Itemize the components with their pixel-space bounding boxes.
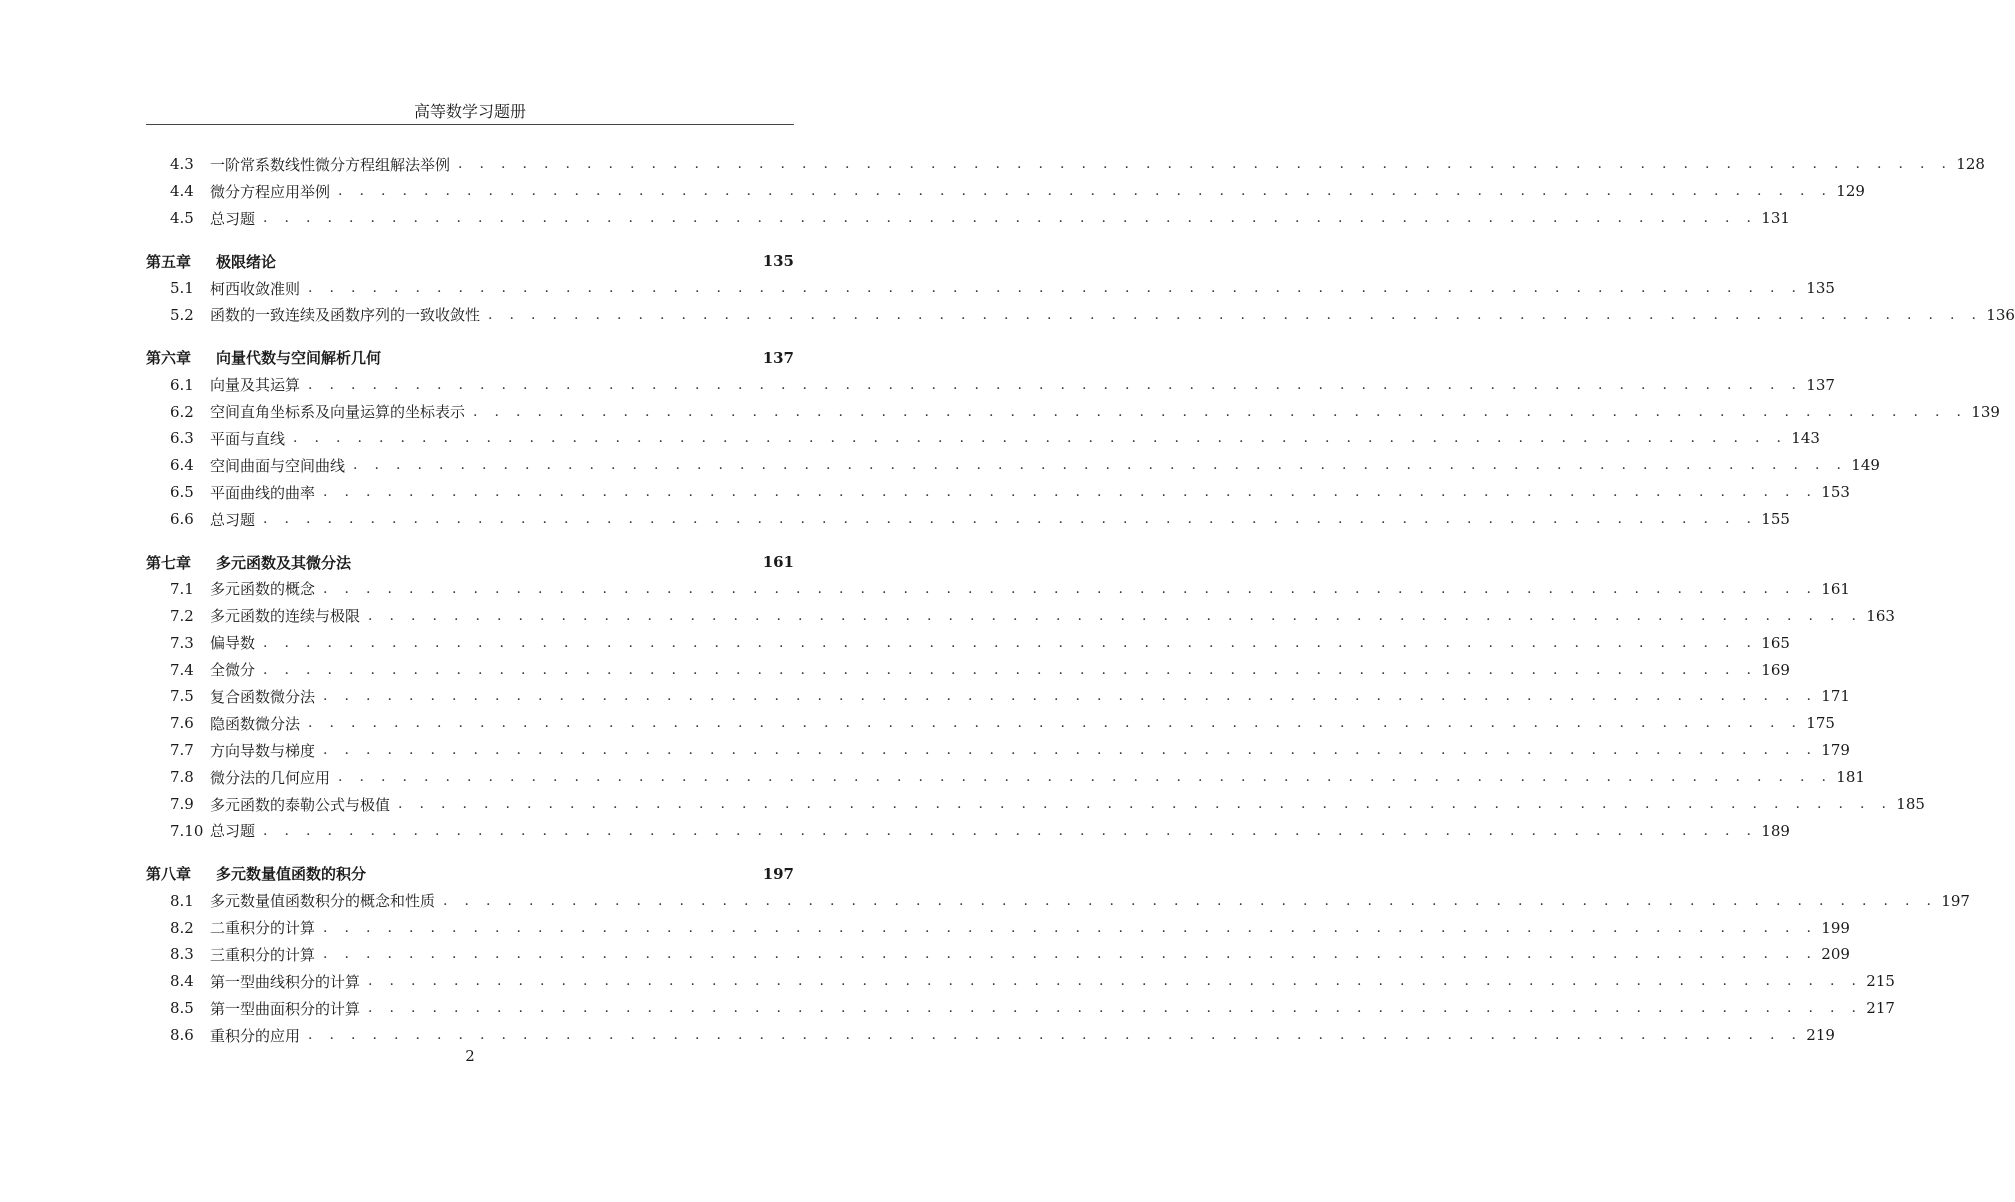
section-number: 6.1 <box>170 375 194 394</box>
section-page-number: 161 <box>1821 579 1850 598</box>
section-number: 8.4 <box>170 972 194 991</box>
section-number: 7.4 <box>170 660 194 679</box>
section-page-number: 181 <box>1836 768 1865 787</box>
section-number: 7.5 <box>170 687 194 706</box>
dot-leader: . . . . . . . . . . . . . . . . . . . . . . . . . . . . . . . . . . . . . . . . . . . . . . . . . . . . . . . . . . . . . . . . . . . . . . <box>368 1000 1863 1017</box>
toc-section-entry[interactable] <box>146 968 1895 995</box>
section-title: 函数的一致连续及函数序列的一致收敛性 <box>210 306 481 325</box>
section-page-number: 169 <box>1761 660 1790 679</box>
dot-leader: . . . . . . . . . . . . . . . . . . . . . . . . . . . . . . . . . . . . . . . . . . . . . . . . . . . . . . . . . . . . . . . . . . . . . . <box>323 688 1818 705</box>
section-number: 8.1 <box>170 891 194 910</box>
toc-section-entry[interactable] <box>146 737 1850 764</box>
section-number: 5.2 <box>170 305 194 324</box>
chapter-number: 第七章 <box>146 553 192 572</box>
section-page-number: 217 <box>1866 999 1895 1018</box>
section-number: 8.2 <box>170 918 194 937</box>
dot-leader: . . . . . . . . . . . . . . . . . . . . . . . . . . . . . . . . . . . . . . . . . . . . . . . . . . . . . . . . . . . . . . . . . . . . . . <box>368 607 1863 624</box>
section-title: 重积分的应用 <box>210 1026 301 1045</box>
toc-section-entry[interactable] <box>146 575 1850 602</box>
section-page-number: 129 <box>1836 182 1865 201</box>
section-title: 隐函数微分法 <box>210 714 301 733</box>
section-number: 4.4 <box>170 182 194 201</box>
section-title: 全微分 <box>210 661 256 680</box>
section-title: 三重积分的计算 <box>210 945 316 964</box>
chapter-number: 第八章 <box>146 865 192 884</box>
toc-section-entry[interactable] <box>146 629 1790 656</box>
dot-leader: . . . . . . . . . . . . . . . . . . . . . . . . . . . . . . . . . . . . . . . . . . . . . . . . . . . . . . . . . . . . . . . . . . . . . . <box>263 661 1758 678</box>
section-title: 方向导数与梯度 <box>210 741 316 760</box>
toc-section-entry[interactable] <box>146 764 1865 791</box>
section-page-number: 171 <box>1821 687 1850 706</box>
section-page-number: 155 <box>1761 510 1790 529</box>
dot-leader: . . . . . . . . . . . . . . . . . . . . . . . . . . . . . . . . . . . . . . . . . . . . . . . . . . . . . . . . . . . . . . . . . . . . . . <box>308 280 1803 296</box>
section-page-number: 128 <box>1956 155 1985 174</box>
chapter-title: 多元数量值函数的积分 <box>216 865 367 884</box>
section-page-number: 135 <box>1806 279 1835 297</box>
section-number: 7.8 <box>170 768 194 787</box>
toc-chapter-heading[interactable] <box>146 248 794 275</box>
section-number: 6.3 <box>170 429 194 448</box>
dot-leader: . . . . . . . . . . . . . . . . . . . . . . . . . . . . . . . . . . . . . . . . . . . . . . . . . . . . . . . . . . . . . . . . . . . . . . <box>308 376 1803 393</box>
section-number: 7.10 <box>170 821 204 840</box>
section-title: 第一型曲面积分的计算 <box>210 999 361 1018</box>
toc-section-entry[interactable] <box>146 452 1880 479</box>
section-page-number: 185 <box>1896 795 1925 814</box>
section-page-number: 131 <box>1761 209 1790 228</box>
section-page-number: 139 <box>1971 402 2000 421</box>
section-page-number: 219 <box>1806 1026 1835 1045</box>
section-number: 7.9 <box>170 795 194 814</box>
section-number: 4.5 <box>170 209 194 228</box>
section-page-number: 136 <box>1986 305 2015 324</box>
toc-section-entry[interactable] <box>146 995 1895 1022</box>
chapter-page-number: 197 <box>762 864 794 883</box>
toc-section-entry[interactable] <box>146 683 1850 710</box>
toc-section-entry[interactable] <box>146 275 1835 302</box>
dot-leader: . . . . . . . . . . . . . . . . . . . . . . . . . . . . . . . . . . . . . . . . . . . . . . . . . . . . . . . . . . . . . . . . . . . . . . <box>263 511 1758 528</box>
dot-leader: . . . . . . . . . . . . . . . . . . . . . . . . . . . . . . . . . . . . . . . . . . . . . . . . . . . . . . . . . . . . . . . . . . . . . . <box>308 715 1803 732</box>
chapter-title: 向量代数与空间解析几何 <box>216 349 382 368</box>
dot-leader: . . . . . . . . . . . . . . . . . . . . . . . . . . . . . . . . . . . . . . . . . . . . . . . . . . . . . . . . . . . . . . . . . . . . . . <box>458 156 1953 173</box>
toc-section-entry[interactable] <box>146 398 2000 425</box>
header-rule <box>146 124 794 125</box>
section-number: 8.6 <box>170 1026 194 1045</box>
section-page-number: 197 <box>1941 891 1970 910</box>
section-page-number: 209 <box>1821 945 1850 964</box>
dot-leader: . . . . . . . . . . . . . . . . . . . . . . . . . . . . . . . . . . . . . . . . . . . . . . . . . . . . . . . . . . . . . . . . . . . . . . <box>443 892 1938 909</box>
dot-leader: . . . . . . . . . . . . . . . . . . . . . . . . . . . . . . . . . . . . . . . . . . . . . . . . . . . . . . . . . . . . . . . . . . . . . . <box>263 634 1758 651</box>
toc-chapter-heading[interactable] <box>146 344 794 371</box>
section-number: 7.6 <box>170 714 194 733</box>
dot-leader: . . . . . . . . . . . . . . . . . . . . . . . . . . . . . . . . . . . . . . . . . . . . . . . . . . . . . . . . . . . . . . . . . . . . . . <box>323 580 1818 597</box>
dot-leader: . . . . . . . . . . . . . . . . . . . . . . . . . . . . . . . . . . . . . . . . . . . . . . . . . . . . . . . . . . . . . . . . . . . . . . <box>338 769 1833 786</box>
toc-chapter-heading[interactable] <box>146 549 794 576</box>
section-title: 多元数量值函数积分的概念和性质 <box>210 892 436 911</box>
section-number: 6.5 <box>170 483 194 502</box>
section-page-number: 199 <box>1821 918 1850 937</box>
section-page-number: 165 <box>1761 633 1790 652</box>
section-title: 一阶常系数线性微分方程组解法举例 <box>210 155 451 174</box>
section-number: 6.4 <box>170 456 194 475</box>
section-page-number: 137 <box>1806 375 1835 394</box>
dot-leader: . . . . . . . . . . . . . . . . . . . . . . . . . . . . . . . . . . . . . . . . . . . . . . . . . . . . . . . . . . . . . . . . . . . . . . <box>323 919 1818 936</box>
section-title: 总习题 <box>210 209 256 228</box>
dot-leader: . . . . . . . . . . . . . . . . . . . . . . . . . . . . . . . . . . . . . . . . . . . . . . . . . . . . . . . . . . . . . . . . . . . . . . <box>323 946 1818 963</box>
section-title: 二重积分的计算 <box>210 919 316 938</box>
dot-leader: . . . . . . . . . . . . . . . . . . . . . . . . . . . . . . . . . . . . . . . . . . . . . . . . . . . . . . . . . . . . . . . . . . . . . . <box>473 403 1968 420</box>
section-number: 6.2 <box>170 402 194 421</box>
dot-leader: . . . . . . . . . . . . . . . . . . . . . . . . . . . . . . . . . . . . . . . . . . . . . . . . . . . . . . . . . . . . . . . . . . . . . . <box>323 742 1818 759</box>
dot-leader: . . . . . . . . . . . . . . . . . . . . . . . . . . . . . . . . . . . . . . . . . . . . . . . . . . . . . . . . . . . . . . . . . . . . . . <box>488 306 1983 323</box>
section-number: 8.5 <box>170 999 194 1018</box>
toc-section-entry[interactable] <box>146 914 1850 941</box>
section-title: 平面曲线的曲率 <box>210 483 316 502</box>
chapter-page-number: 135 <box>762 252 794 271</box>
section-number: 6.6 <box>170 510 194 529</box>
section-number: 7.7 <box>170 741 194 760</box>
chapter-title: 极限绪论 <box>216 252 277 271</box>
page-header-title: 高等数学习题册 <box>413 102 526 121</box>
toc-chapter-heading[interactable] <box>146 860 794 887</box>
section-title: 空间直角坐标系及向量运算的坐标表示 <box>210 403 466 422</box>
dot-leader: . . . . . . . . . . . . . . . . . . . . . . . . . . . . . . . . . . . . . . . . . . . . . . . . . . . . . . . . . . . . . . . . . . . . . . <box>308 1027 1803 1044</box>
dot-leader: . . . . . . . . . . . . . . . . . . . . . . . . . . . . . . . . . . . . . . . . . . . . . . . . . . . . . . . . . . . . . . . . . . . . . . <box>323 484 1818 501</box>
chapter-title: 多元函数及其微分法 <box>216 553 352 572</box>
page-number: 2 <box>465 1047 475 1065</box>
toc-section-entry[interactable] <box>146 791 1925 818</box>
section-title: 平面与直线 <box>210 429 286 448</box>
table-of-contents <box>146 151 2015 1049</box>
section-page-number: 149 <box>1851 456 1880 475</box>
toc-section-entry[interactable] <box>146 479 1850 506</box>
toc-section-entry[interactable] <box>146 710 1835 737</box>
section-title: 柯西收敛准则 <box>210 279 301 298</box>
section-title: 复合函数微分法 <box>210 687 316 706</box>
dot-leader: . . . . . . . . . . . . . . . . . . . . . . . . . . . . . . . . . . . . . . . . . . . . . . . . . . . . . . . . . . . . . . . . . . . . . . <box>353 457 1848 474</box>
toc-section-entry[interactable] <box>146 887 1970 914</box>
toc-section-entry[interactable] <box>146 656 1790 683</box>
dot-leader: . . . . . . . . . . . . . . . . . . . . . . . . . . . . . . . . . . . . . . . . . . . . . . . . . . . . . . . . . . . . . . . . . . . . . . <box>263 822 1758 839</box>
dot-leader: . . . . . . . . . . . . . . . . . . . . . . . . . . . . . . . . . . . . . . . . . . . . . . . . . . . . . . . . . . . . . . . . . . . . . . <box>293 430 1788 447</box>
chapter-number: 第五章 <box>146 252 192 271</box>
section-number: 5.1 <box>170 279 194 297</box>
section-title: 总习题 <box>210 510 256 529</box>
toc-section-entry[interactable] <box>146 151 1985 178</box>
dot-leader: . . . . . . . . . . . . . . . . . . . . . . . . . . . . . . . . . . . . . . . . . . . . . . . . . . . . . . . . . . . . . . . . . . . . . . <box>368 973 1863 990</box>
section-title: 偏导数 <box>210 634 256 653</box>
section-page-number: 175 <box>1806 714 1835 733</box>
toc-section-entry[interactable] <box>146 205 1790 232</box>
section-title: 多元函数的泰勒公式与极值 <box>210 795 391 814</box>
chapter-page-number: 137 <box>762 348 794 367</box>
dot-leader: . . . . . . . . . . . . . . . . . . . . . . . . . . . . . . . . . . . . . . . . . . . . . . . . . . . . . . . . . . . . . . . . . . . . . . <box>263 210 1758 227</box>
section-page-number: 189 <box>1761 821 1790 840</box>
toc-section-entry[interactable] <box>146 602 1895 629</box>
section-page-number: 179 <box>1821 741 1850 760</box>
toc-section-entry[interactable] <box>146 301 2015 328</box>
section-page-number: 163 <box>1866 606 1895 625</box>
section-page-number: 143 <box>1791 429 1820 448</box>
section-title: 向量及其运算 <box>210 376 301 395</box>
section-title: 第一型曲线积分的计算 <box>210 972 361 991</box>
section-title: 空间曲面与空间曲线 <box>210 456 346 475</box>
section-title: 微分法的几何应用 <box>210 768 331 787</box>
toc-section-entry[interactable] <box>146 941 1850 968</box>
section-number: 4.3 <box>170 155 194 174</box>
section-number: 8.3 <box>170 945 194 964</box>
section-title: 多元函数的连续与极限 <box>210 607 361 626</box>
section-page-number: 153 <box>1821 483 1850 502</box>
section-number: 7.1 <box>170 579 194 598</box>
toc-section-entry[interactable] <box>146 817 1790 844</box>
dot-leader: . . . . . . . . . . . . . . . . . . . . . . . . . . . . . . . . . . . . . . . . . . . . . . . . . . . . . . . . . . . . . . . . . . . . . . <box>398 796 1893 813</box>
section-title: 多元函数的概念 <box>210 580 316 599</box>
toc-section-entry[interactable] <box>146 425 1820 452</box>
section-number: 7.3 <box>170 633 194 652</box>
toc-section-entry[interactable] <box>146 371 1835 398</box>
section-page-number: 215 <box>1866 972 1895 991</box>
chapter-page-number: 161 <box>762 553 794 572</box>
chapter-number: 第六章 <box>146 349 192 368</box>
toc-section-entry[interactable] <box>146 506 1790 533</box>
section-title: 总习题 <box>210 822 256 841</box>
dot-leader: . . . . . . . . . . . . . . . . . . . . . . . . . . . . . . . . . . . . . . . . . . . . . . . . . . . . . . . . . . . . . . . . . . . . . . <box>338 183 1833 200</box>
toc-section-entry[interactable] <box>146 178 1865 205</box>
section-title: 微分方程应用举例 <box>210 182 331 201</box>
section-number: 7.2 <box>170 606 194 625</box>
